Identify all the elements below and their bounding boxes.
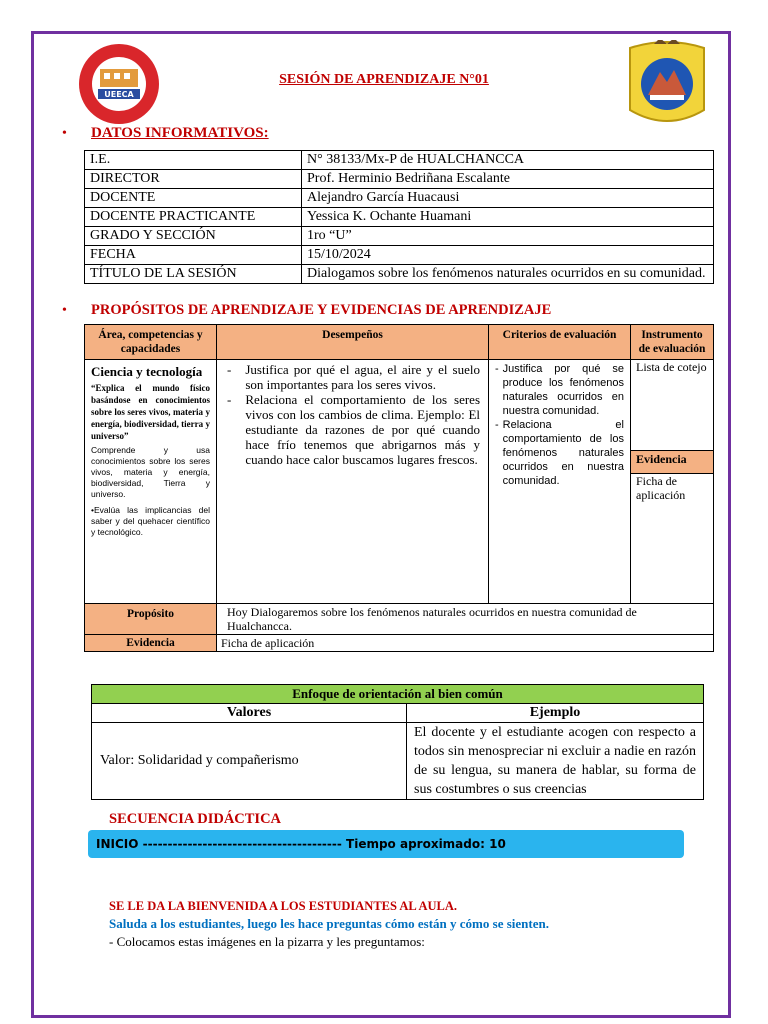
inicio-bar-text: INICIO ---------------------------------------- Tiempo aproximado: 10 xyxy=(96,837,506,851)
criterio-item: - Relaciona el comportamiento de los fenómenos naturales ocurridos en nuestra comunidad. xyxy=(495,419,624,487)
area-cell xyxy=(85,360,217,604)
criterios-cell xyxy=(489,360,631,604)
header-criterios: Criterios de evaluación xyxy=(489,325,631,360)
table-row: GRADO Y SECCIÓN 1ro “U” xyxy=(85,227,714,246)
col-valores: Valores xyxy=(92,704,407,723)
table-row: TÍTULO DE LA SESIÓN Dialogamos sobre los fenómenos naturales ocurridos en su comunidad. xyxy=(85,265,714,284)
table-header-row xyxy=(92,685,704,704)
ejemplo-text: El docente y el estudiante acogen con respecto a todos sin menospreciar ni excluir a nadie en razón de su lengua, su manera de hablar, su forma de sus costumbres o sus creencias xyxy=(407,723,704,800)
table-row: DOCENTE PRACTICANTE Yessica K. Ochante Huamani xyxy=(85,208,714,227)
table-row xyxy=(92,723,704,800)
desempeno-item: - Justifica por qué el agua, el aire y el suelo son importantes para los seres vivos. xyxy=(227,362,480,392)
datos-heading: DATOS INFORMATIVOS: xyxy=(91,125,269,141)
instrumento-cell xyxy=(631,360,714,604)
evidencia-label: Evidencia xyxy=(631,450,713,474)
criterio-item: - Justifica por qué se produce los fenómenos naturales ocurridos en nuestra comunidad. xyxy=(495,363,624,417)
svg-text:UEECA: UEECA xyxy=(104,90,134,99)
evidencia-row-label: Evidencia xyxy=(85,635,217,652)
desempeno-item: - Relaciona el comportamiento de los seres vivos con los cambios de clima. Ejemplo: El estudiante da razones de por qué cuando hace frío tenemos que abrigarnos más y cuando hace calor buscamos lugares frescos. xyxy=(227,392,480,467)
bullet-icon: • xyxy=(62,303,67,318)
propositos-table xyxy=(84,324,714,652)
table-row: FECHA 15/10/2024 xyxy=(85,246,714,265)
session-title: SESIÓN DE APRENDIZAJE N°01 xyxy=(279,72,489,87)
table-row xyxy=(85,604,714,635)
col-ejemplo: Ejemplo xyxy=(407,704,704,723)
table-row: DIRECTOR Prof. Herminio Bedriñana Escalante xyxy=(85,170,714,189)
bienvenida-text: SE LE DA LA BIENVENIDA A LOS ESTUDIANTES AL AULA. xyxy=(109,899,458,913)
evidencia-row-value: Ficha de aplicación xyxy=(217,635,714,652)
table-row: DOCENTE Alejandro García Huacausi xyxy=(85,189,714,208)
saluda-text: Saluda a los estudiantes, luego les hace preguntas cómo están y cómo se sienten. xyxy=(109,916,549,931)
area-name: Ciencia y tecnología xyxy=(91,364,203,379)
capacidad-2: •Evalúa las implicancias del saber y del quehacer científico y tecnológico. xyxy=(91,505,210,537)
competencia-text: “Explica el mundo físico basándose en conocimientos sobre los seres vivos, materia y energía, biodiversidad, tierra y universo” xyxy=(91,383,210,441)
coloca-text: - Colocamos estas imágenes en la pizarra y les preguntamos: xyxy=(109,934,425,949)
bullet-icon: • xyxy=(62,126,67,141)
desempenos-cell xyxy=(217,360,489,604)
evidencia-value: Ficha de aplicación xyxy=(636,474,686,502)
header-desempenos: Desempeños xyxy=(217,325,489,360)
table-header-row xyxy=(85,325,714,360)
proposito-value: Hoy Dialogaremos sobre los fenómenos naturales ocurridos en nuestra comunidad de Hualchancca. xyxy=(217,604,714,635)
instrumento-value: Lista de cotejo xyxy=(636,360,707,374)
header-area: Área, competencias y capacidades xyxy=(85,325,217,360)
capacidad-1: Comprende y usa conocimientos sobre los seres vivos, materia y energía, biodiversidad, Tierra y universo. xyxy=(91,445,210,499)
valor-text: Valor: Solidaridad y compañerismo xyxy=(92,723,407,800)
propositos-heading: PROPÓSITOS DE APRENDIZAJE Y EVIDENCIAS DE APRENDIZAJE xyxy=(91,302,552,318)
secuencia-heading: SECUENCIA DIDÁCTICA xyxy=(109,811,282,827)
table-row: I.E. N° 38133/Mx-P de HUALCHANCCA xyxy=(85,151,714,170)
datos-table xyxy=(84,150,714,284)
table-row xyxy=(85,635,714,652)
enfoque-table xyxy=(91,684,704,800)
proposito-label: Propósito xyxy=(85,604,217,635)
table-row xyxy=(85,360,714,604)
enfoque-title: Enfoque de orientación al bien común xyxy=(92,685,704,704)
header-instrumento: Instrumento de evaluación xyxy=(631,325,714,360)
table-header-row xyxy=(92,704,704,723)
